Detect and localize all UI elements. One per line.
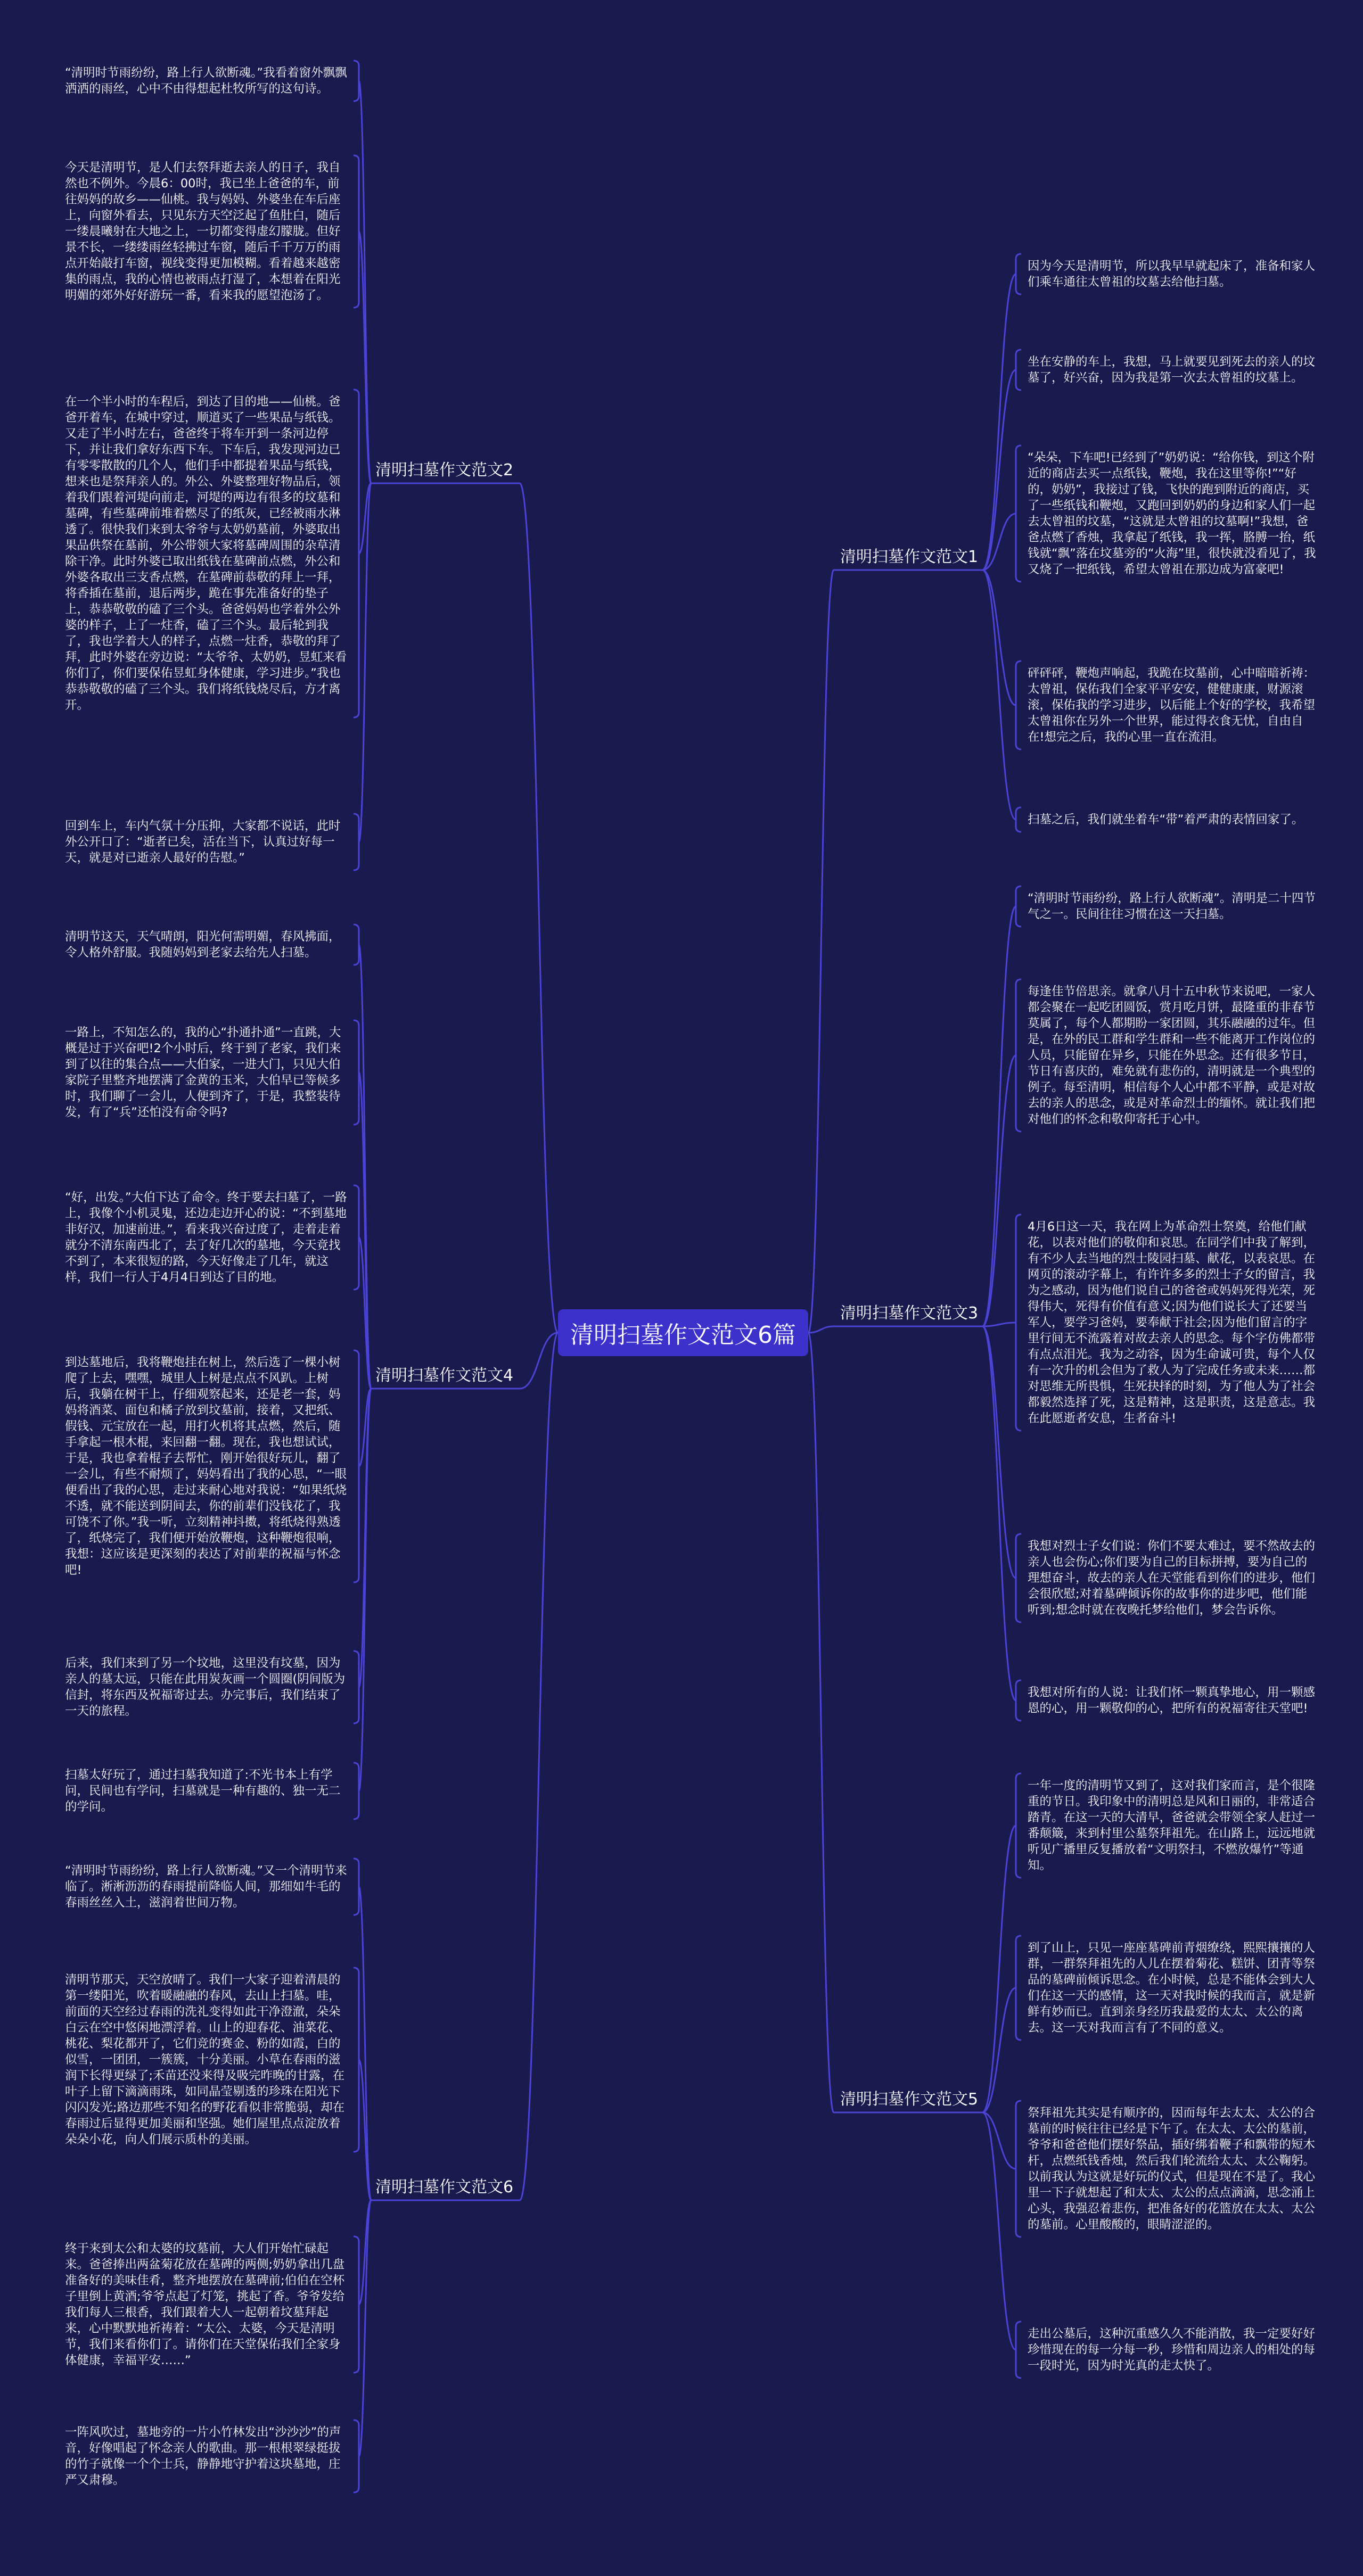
leaf-bracket-5-4 bbox=[1016, 2322, 1021, 2378]
leaf-connector-5-4 bbox=[982, 2112, 1016, 2350]
leaf-text-5-1: 一年一度的清明节又到了，这对我们家而言，是个很隆重的节日。我印象中的清明总是风和日丽的，非常适合踏青。在这一天的大清早，爸爸就会带领全家人赶过一番颠簸，来到村里公墓祭拜祖先。在山路上，远远地就听见广播里反复播放着“文明祭扫，不燃放爆竹”等通知。 bbox=[1028, 1779, 1316, 1872]
leaf-bracket-1-2 bbox=[1016, 350, 1021, 390]
leaf-bracket-2-2 bbox=[354, 155, 359, 308]
leaf-text-2-4: 回到车上，车内气氛十分压抑，大家都不说话，此时外公开口了：“逝者已矣，活在当下，认真过好每一天，就是对已逝亲人最好的告慰。” bbox=[65, 819, 341, 865]
leaf-bracket-1-3 bbox=[1016, 445, 1021, 582]
leaf-bracket-4-1 bbox=[354, 924, 359, 965]
leaf-text-4-5: 后来，我们来到了另一个坟地，这里没有坟墓，因为亲人的墓太远，只能在此用炭灰画一个圆圈(阴间版为信封，将东西及祝福寄过去。办完事后，我们结束了一天的旅程。 bbox=[65, 1656, 346, 1718]
root-branch-connector-1 bbox=[808, 570, 834, 1333]
leaf-connector-3-4 bbox=[982, 1326, 1016, 1578]
root-title: 清明扫墓作文范文6篇 bbox=[570, 1322, 796, 1349]
leaf-text-1-3: “朵朵，下车吧!已经到了”奶奶说：“给你钱，到这个附近的商店去买一点纸钱，鞭炮，我在这里等你!”“好的，奶奶”，我接过了钱，飞快的跑到附近的商店，买了一些纸钱和鞭炮，又跑回到奶奶的身边和家人们一起去太曾祖的坟墓，“这就是太曾祖的坟墓啊!”我想，爸爸点燃了香烛，我拿起了纸钱，我一挥，胳膊一抬，纸钱就“飘”落在坟墓旁的“火海”里，很快就没看见了，我又烧了一把纸钱，希望太曾祖在那边成为富豪吧! bbox=[1028, 451, 1316, 576]
leaf-bracket-3-1 bbox=[1016, 886, 1021, 927]
leaf-bracket-6-1 bbox=[354, 1859, 359, 1915]
leaf-bracket-5-3 bbox=[1016, 2101, 1021, 2237]
leaf-text-6-3: 终于来到太公和太婆的坟墓前，大人们开始忙碌起来。爸爸捧出两盆菊花放在墓碑的两侧;奶奶拿出几盘准备好的美味佳肴，整齐地摆放在墓碑前;伯伯在空杯子里倒上黄酒;爷爷点起了灯笼，挑起了香。爷爷发给我们每人三根香，我们跟着大人一起朝着坟墓拜起来，心中默默地祈祷着：“太公、太婆，今天是清明节，我们来看你们了。请你们在天堂保佑我们全家身体健康，幸福平安……” bbox=[65, 2242, 345, 2367]
leaf-text-4-3: “好，出发。”大伯下达了命令。终于要去扫墓了，一路上，我像个小机灵鬼，还边走边开心的说：“不到墓地非好汉，加速前进。”，看来我兴奋过度了，走着走着就分不清东南西北了，去了好几次的墓地，今天竟找不到了，本来很短的路，今天好像走了几年，就这样，我们一行人于4月4日到达了目的地。 bbox=[65, 1191, 347, 1284]
leaf-connector-1-1 bbox=[982, 274, 1016, 570]
leaf-bracket-6-2 bbox=[354, 1968, 359, 2152]
leaf-text-1-2: 坐在安静的车上，我想，马上就要见到死去的亲人的坟墓了，好兴奋，因为我是第一次去太曾祖的坟墓上。 bbox=[1028, 355, 1316, 385]
leaf-connector-5-1 bbox=[982, 1826, 1016, 2112]
leaf-connector-5-2 bbox=[982, 1988, 1016, 2112]
leaf-bracket-2-4 bbox=[354, 814, 359, 870]
leaf-text-1-4: 砰砰砰，鞭炮声响起，我跪在坟墓前，心中暗暗祈祷：太曾祖，保佑我们全家平平安安，健健康康，财源滚滚，保佑我的学习进步，以后能上个好的学校，我希望太曾祖你在另外一个世界，能过得衣食无忧，自由自在!想完之后，我的心里一直在流泪。 bbox=[1028, 666, 1316, 744]
root-branch-connector-2 bbox=[520, 483, 558, 1333]
leaf-text-6-4: 一阵风吹过，墓地旁的一片小竹林发出“沙沙沙”的声音，好像唱起了怀念亲人的歌曲。那一根根翠绿挺拔的竹子就像一个个士兵，静静地守护着这块墓地，庄严又肃穆。 bbox=[65, 2425, 341, 2487]
leaf-text-2-1: “清明时节雨纷纷，路上行人欲断魂。”我看着窗外飘飘洒洒的雨丝，心中不由得想起杜牧所写的这句诗。 bbox=[65, 66, 347, 96]
leaf-connector-1-5 bbox=[982, 570, 1016, 820]
leaf-text-2-2: 今天是清明节，是人们去祭拜逝去亲人的日子，我自然也不例外。今晨6：00时，我已坐上爸爸的车，前往妈妈的故乡——仙桃。我与妈妈、外婆坐在车后座上，向窗外看去，只见东方天空泛起了鱼肚白，随后一缕晨曦射在大地之上，一切都变得虚幻朦胧。但好景不长，一缕缕雨丝轻拂过车窗，随后千千万万的雨点开始敲打车窗，视线变得更加模糊。看着越来越密集的雨点，我的心情也被雨点打湿了，本想着在阳光明媚的郊外好好游玩一番，看来我的愿望泡汤了。 bbox=[65, 161, 341, 302]
branch-label-5[interactable]: 清明扫墓作文范文5 bbox=[840, 2090, 979, 2109]
leaf-bracket-4-6 bbox=[354, 1763, 359, 1819]
leaf-bracket-3-4 bbox=[1016, 1534, 1021, 1622]
leaf-text-3-1: “清明时节雨纷纷，路上行人欲断魂”。清明是二十四节气之一。民间往往习惯在这一天扫墓。 bbox=[1028, 891, 1316, 921]
leaf-text-6-1: “清明时节雨纷纷，路上行人欲断魂。”又一个清明节来临了。淅淅沥沥的春雨提前降临人间，那细如牛毛的春雨丝丝入土，滋润着世间万物。 bbox=[65, 1864, 347, 1910]
leaf-bracket-4-5 bbox=[354, 1651, 359, 1723]
leaf-bracket-6-4 bbox=[354, 2420, 359, 2492]
branch-label-6[interactable]: 清明扫墓作文范文6 bbox=[375, 2178, 514, 2197]
root-node[interactable] bbox=[558, 1309, 808, 1356]
branch-label-1[interactable]: 清明扫墓作文范文1 bbox=[840, 548, 979, 566]
root-branch-connector-6 bbox=[520, 1333, 558, 2200]
leaf-bracket-4-4 bbox=[354, 1350, 359, 1582]
branch-label-4[interactable]: 清明扫墓作文范文4 bbox=[375, 1366, 514, 1385]
root-branch-connector-3 bbox=[808, 1326, 834, 1333]
leaf-bracket-3-5 bbox=[1016, 1680, 1021, 1721]
leaf-bracket-4-3 bbox=[354, 1185, 359, 1290]
leaf-bracket-1-5 bbox=[1016, 807, 1021, 832]
leaf-bracket-2-3 bbox=[354, 390, 359, 717]
branch-label-3[interactable]: 清明扫墓作文范文3 bbox=[840, 1304, 979, 1323]
leaf-text-5-4: 走出公墓后，这种沉重感久久不能消散，我一定要好好珍惜现在的每一分每一秒，珍惜和周边亲人的相处的每一段时光，因为时光真的走太快了。 bbox=[1028, 2327, 1316, 2373]
leaf-text-5-2: 到了山上，只见一座座墓碑前青烟缭绕，熙熙攘攘的人群，一群祭拜祖先的人儿在摆着菊花、糕饼、团青等祭品的墓碑前倾诉思念。在小时候，总是不能体会到大人们在这一天的感情，这一天对我时候的我而言，就是新鲜有妙而已。直到亲身经历我最爱的太太、太公的离去。这一天对我而言有了不同的意义。 bbox=[1028, 1941, 1316, 2035]
leaf-bracket-6-3 bbox=[354, 2236, 359, 2373]
leaf-connector-2-1 bbox=[359, 81, 371, 483]
leaf-text-1-1: 因为今天是清明节，所以我早早就起床了，准备和家人们乘车通往太曾祖的坟墓去给他扫墓。 bbox=[1028, 259, 1316, 289]
leaf-connector-6-4 bbox=[359, 2200, 371, 2456]
leaf-connector-3-2 bbox=[982, 1055, 1016, 1326]
branch-label-2[interactable]: 清明扫墓作文范文2 bbox=[375, 461, 514, 480]
leaf-text-3-3: 4月6日这一天，我在网上为革命烈士祭奠，给他们献花，以表对他们的敬仰和哀思。在同学们中我了解到，有不少人去当地的烈士陵园扫墓、献花，以表哀思。在网页的滚动字幕上，有许许多多的烈士子女的留言，我为之感动，因为他们说自己的爸爸或妈妈死得光荣，死得伟大，死得有价值有意义;因为他们说长大了还要当军人，要学习爸妈，要奉献于社会;因为他们留言的字里行间无不流露着对故去亲人的思念。每个字仿佛都带有点点泪光。我为之动容，因为生命诚可贵，每个人仅有一次升的机会但为了救人为了完成任务或未来……都对思维无所畏惧，生死抉择的时刻，为了他人为了社会都毅然选择了死，这是精神，这是职责，这是意志。我在此愿逝者安息，生者奋斗! bbox=[1028, 1220, 1316, 1425]
leaf-text-3-4: 我想对烈士子女们说：你们不要太难过，要不然故去的亲人也会伤心;你们要为自己的目标拼搏，要为自己的理想奋斗，故去的亲人在天堂能看到你们的进步，他们会很欣慰;对着墓碑倾诉你的故事你的进步吧，他们能听到;想念时就在夜晚托梦给他们，梦会告诉你。 bbox=[1028, 1539, 1316, 1617]
leaf-bracket-3-3 bbox=[1016, 1215, 1021, 1431]
leaf-text-4-6: 扫墓太好玩了，通过扫墓我知道了:不光书本上有学问，民间也有学问，扫墓就是一种有趣的、独一无二的学问。 bbox=[65, 1768, 341, 1814]
leaf-bracket-5-2 bbox=[1016, 1936, 1021, 2040]
leaf-text-1-5: 扫墓之后，我们就坐着车“带”着严肃的表情回家了。 bbox=[1028, 813, 1304, 827]
leaf-bracket-1-4 bbox=[1016, 661, 1021, 749]
leaf-text-2-3: 在一个半小时的车程后，到达了目的地——仙桃。爸爸开着车，在城中穿过，顺道买了一些果品与纸钱。又走了半小时左右，爸爸终于将车开到一条河边停下，并让我们拿好东西下车。下车后，我发现河边已有零零散散的几个人，他们手中都提着果品与纸钱，想来也是祭拜亲人的。外公、外婆整理好物品后，领着我们跟着河堤向前走，河堤的两边有很多的坟墓和墓碑，有些墓碑前堆着燃尽了的纸灰，已经被雨水淋透了。很快我们来到太爷爷与太奶奶墓前，外婆取出果品供祭在墓前，外公带领大家将墓碑周围的杂草清除干净。此时外婆已取出纸钱在墓碑前点燃，外公和外婆各取出三支香点燃，在墓碑前恭敬的拜上一拜，将香插在墓前，退后两步，跪在事先准备好的垫子上，恭恭敬敬的磕了三个头。爸爸妈妈也学着外公外婆的样子，上了一炷香，磕了三个头。最后轮到我了，我也学着大人的样子，点燃一炷香，恭敬的拜了拜，此时外婆在旁边说：“太爷爷、太奶奶，昱虹来看你们了，你们要保佑昱虹身体健康，学习进步。”我也恭恭敬敬的磕了三个头。我们将纸钱烧尽后，方才离开。 bbox=[65, 395, 347, 712]
leaf-connector-3-5 bbox=[982, 1326, 1016, 1700]
leaf-connector-6-1 bbox=[359, 1887, 371, 2200]
leaf-bracket-2-1 bbox=[354, 61, 359, 101]
leaf-text-5-3: 祭拜祖先其实是有顺序的，因而每年去太太、太公的合墓前的时候往往已经是下午了。在太太、太公的墓前，爷爷和爸爸他们摆好祭品，插好绑着鞭子和飘带的短木杆，点燃纸钱香烛，然后我们轮流给太太、太公鞠躬。以前我认为这就是好玩的仪式，但是现在不是了。我心里一下子就想起了和太太、太公的点点滴滴，思念涌上心头，我强忍着悲伤，把准备好的花篮放在太太、太公的墓前。心里酸酸的，眼睛涩涩的。 bbox=[1028, 2106, 1316, 2232]
leaf-connector-4-6 bbox=[359, 1389, 371, 1791]
leaf-text-4-4: 到达墓地后，我将鞭炮挂在树上，然后选了一棵小树爬了上去，嘿嘿，城里人上树是点点不风趴。上树后，我躺在树干上，仔细观察起来，还是老一套，妈妈将酒菜、面包和橘子放到坟墓前，接着，又把纸、假钱、元宝放在一起，用打火机将其点燃，然后，随手拿起一根木棍，来回翻一翻。现在，我也想试试，于是，我也拿着棍子去帮忙，刚开始很好玩儿，翻了一会儿，有些不耐烦了，妈妈看出了我的心思，“一眼便看出了我的心思，走过来耐心地对我说：“如果纸烧不透，就不能送到阴间去，你的前辈们没钱花了，我可饶不了你。”我一听，立刻精神抖擞，将纸烧得熟透了，纸烧完了，我们便开始放鞭炮，这种鞭炮很响，我想：这应该是更深刻的表达了对前辈的祝福与怀念吧! bbox=[65, 1356, 347, 1577]
leaf-bracket-4-2 bbox=[354, 1020, 359, 1125]
leaf-text-6-2: 清明节那天，天空放晴了。我们一大家子迎着清晨的第一缕阳光，吹着暖融融的春风，去山上扫墓。哇，前面的天空经过春雨的洗礼变得如此干净澄澈，朵朵白云在空中悠闲地漂浮着。山上的迎春花、油菜花、桃花、梨花都开了，它们竞的赛金、粉的如霞，白的似雪，一团团，一簇簇，十分美丽。小草在春雨的滋润下长得更绿了;禾苗还没来得及吸完昨晚的甘露，在叶子上留下滴滴雨珠，如同晶莹剔透的珍珠在阳光下闪闪发光;路边那些不知名的野花看似非常脆弱，却在春雨过后显得更加美丽和坚强。她们屋里点点淀放着朵朵小花，向人们展示质朴的美丽。 bbox=[65, 1973, 345, 2146]
leaf-text-4-1: 清明节这天，天气晴朗，阳光何需明媚，春风拂面，令人格外舒服。我随妈妈到老家去给先人扫墓。 bbox=[65, 930, 341, 960]
root-branch-connector-5 bbox=[808, 1333, 834, 2112]
leaf-text-4-2: 一路上，不知怎么的，我的心“扑通扑通”一直跳，大概是过于兴奋吧!2个小时后，终于到了老家，我们来到了以往的集合点——大伯家，一进大门，只见大伯家院子里整齐地摆满了金黄的玉米，大伯早已等候多时，我们聊了一会儿，人便到齐了，于是，我整装待发，有了“兵”还怕没有命令吗? bbox=[65, 1026, 341, 1119]
leaf-bracket-1-1 bbox=[1016, 254, 1021, 294]
leaf-text-3-2: 每逢佳节倍思亲。就拿八月十五中秋节来说吧，一家人都会聚在一起吃团圆饭，赏月吃月饼，最隆重的非春节莫属了，每个人都期盼一家团圆，其乐融融的过年。但是，在外的民工群和学生群和一些不能离开工作岗位的人员，只能留在异乡，只能在外思念。还有很多节日，节日有喜庆的，难免就有悲伤的，清明就是一个典型的例子。每至清明，相信每个人心中都不平静，或是对故去的亲人的思念，或是对革命烈士的缅怀。就让我们把对他们的怀念和敬仰寄托于心中。 bbox=[1028, 985, 1316, 1126]
leaf-connector-2-4 bbox=[359, 483, 371, 842]
leaf-bracket-3-2 bbox=[1016, 979, 1021, 1132]
leaf-connector-3-1 bbox=[982, 906, 1016, 1326]
leaf-text-3-5: 我想对所有的人说：让我们怀一颗真挚地心，用一颗感恩的心，用一颗敬仰的心，把所有的祝福寄往天堂吧! bbox=[1028, 1686, 1316, 1715]
leaf-connector-3-3 bbox=[982, 1323, 1016, 1326]
leaf-bracket-5-1 bbox=[1016, 1773, 1021, 1878]
